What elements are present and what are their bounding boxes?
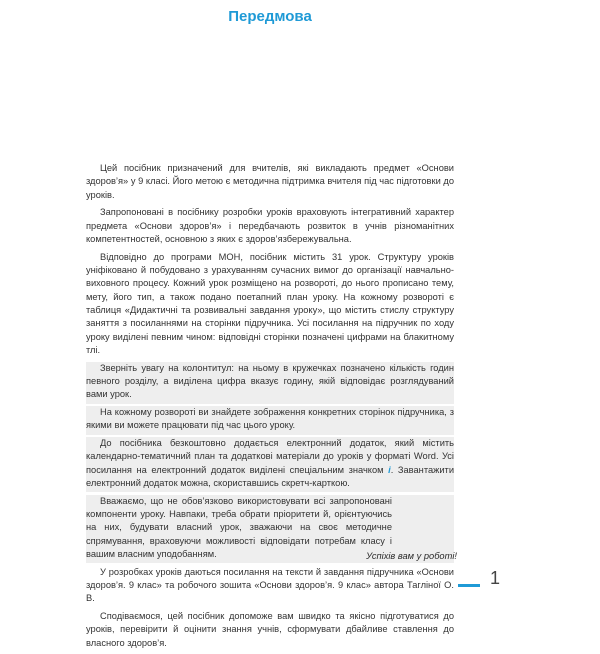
electronic-addon-icon: i bbox=[388, 464, 391, 475]
body-text bbox=[86, 162, 454, 654]
closing-wish: Успіхів вам у роботі! bbox=[366, 551, 457, 561]
paragraph-purpose: Цей посібник призначений для вчителів, які викладають предмет «Основи здоров’я» у 9 класі. Його метою є методична підтримка вчителя під час підготовки до уроків. bbox=[86, 163, 454, 200]
page-title: Передмова bbox=[228, 8, 312, 25]
paragraph-references: У розробках уроків даються посилання на тексти й завдання підручника «Основи здоров’я. 9 клас» та робочого зошита «Основи здоров’я. 9 клас» автора Тагліної О. В. bbox=[86, 566, 454, 604]
footer-accent-bar bbox=[458, 584, 480, 587]
paragraph-page-images: На кожному розвороті ви знайдете зображення конкретних сторінок підручника, з якими ви можете працювати під час цього уроку. bbox=[86, 406, 454, 435]
electronic-text-start: До посібника безкоштовно додається електронний додаток, який містить календарно-тематичний план та додаткові матеріали до уроків у форматі Word. Усі посилання на електронний додаток виділені спеціальним значком bbox=[86, 438, 454, 475]
paragraph-priorities: Вважаємо, що не обов’язково використовувати всі запропоновані компоненти уроку. Навпаки, треба обрати пріоритети й, орієнтуючись на них, будувати власний урок, зважаючи на своє методичне спрямування, враховуючи можливості відповідати потребам класу і вашим власним уподобанням. bbox=[86, 495, 454, 564]
paragraph-structure: Відповідно до програми МОН, посібник містить 31 урок. Структуру уроків уніфіковано й побудовано з урахуванням сучасних вимог до організації навчально-виховного процесу. Кожний урок розміщено на розвороті, до нього прописано тему, мету, його тип, а також подано поетапний план уроку. На кожному розвороті є таблиця «Дидактичні та розвивальні завдання уроку», що містить стислу структуру заняття з посиланнями на сторінки підручника. Усі посилання на підручник по ходу уроку виділені певним чином: відповідні сторінки позначені цифрами на блакитному тлі. bbox=[86, 251, 454, 356]
paragraph-hope: Сподіваємося, цей посібник допоможе вам швидко та якісно підготуватися до уроків, перевірити й оцінити знання учнів, сформувати дбайливе ставлення до власного здоров’я. bbox=[86, 611, 454, 648]
paragraph-integrative: Запропоновані в посібнику розробки уроків враховують інтегративний характер предмета «Основи здоров’я» і передбачають розвиток в учнів різноманітних компетентностей, основною з яких є здоров’язбережувальна. bbox=[86, 207, 454, 245]
page-number: 1 bbox=[490, 568, 501, 588]
paragraph-electronic-addon bbox=[86, 437, 454, 492]
paragraph-header-note: Зверніть увагу на колонтитул: на ньому в кружечках позначено кількість годин певного розділу, а виділена цифра вказує годину, якій відповідає розглядуваний вами урок. bbox=[86, 362, 454, 404]
electronic-text-end: . Завантажити електронний додаток можна, скориставшись скретч-карткою. bbox=[86, 464, 455, 489]
